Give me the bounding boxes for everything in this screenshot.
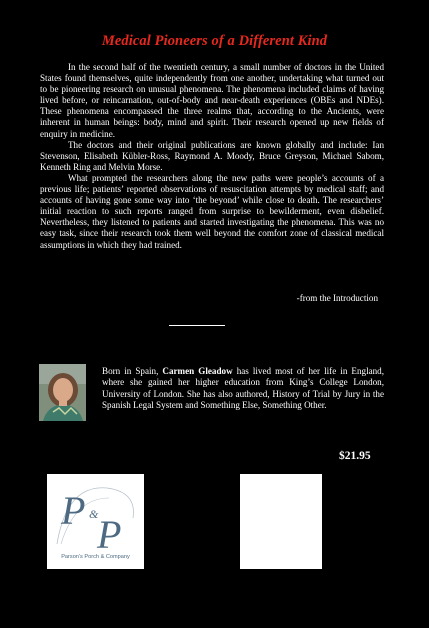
back-cover-blurb bbox=[40, 62, 384, 251]
blurb-paragraph-3: What prompted the researchers along the new paths were people’s accounts of a previous life; patients’ reported observations of resuscitation attempts by medical staff; and accounts of having gone some way into ‘the beyond’ while close to death. The researchers’ initial reaction to such reports ranged from surprise to bewilderment, even disbelief. Nevertheless, they listened to patients and started investigating the phenomena. This was no easy task, since their research took them well beyond the comfort zone of classical medical assumptions in which they had trained. bbox=[40, 172, 384, 250]
barcode-area bbox=[240, 474, 322, 569]
book-title: Medical Pioneers of a Different Kind bbox=[101, 33, 328, 49]
author-bio bbox=[102, 366, 384, 412]
blurb-paragraph-1: In the second half of the twentieth century, a small number of doctors in the United States found themselves, quite independently from one another, undertaking what turned out to be pioneering research on unusual phenomena. The phenomena included claims of having lived before, or reincarnation, out-of-body and near-death experiences (OBEs and NDEs). These phenomena encompassed the three realms that, according to the Ancients, were inherent in human beings: body, mind and spirit. Their research opened up new fields of enquiry in medicine. bbox=[40, 62, 384, 139]
section-divider bbox=[169, 325, 225, 326]
logo-ampersand: & bbox=[89, 507, 99, 521]
logo-letter-right: P bbox=[97, 512, 122, 554]
publisher-name: Parson’s Porch & Company bbox=[61, 554, 130, 560]
author-photo bbox=[39, 364, 86, 421]
author-name: Carmen Gleadow bbox=[162, 366, 233, 376]
blurb-attribution: -from the Introduction bbox=[296, 293, 378, 303]
bio-text: has lived most of her life in England, where she gained her higher education from King’s College London, University of London. She has also authored, History of Trial by Jury in the Spanish Legal System and Something Else, Something Other. bbox=[102, 366, 384, 411]
price-label: $21.95 bbox=[339, 450, 371, 462]
publisher-logo bbox=[47, 474, 144, 569]
blurb-paragraph-2: The doctors and their original publications are known globally and include: Ian Stevenson, Elisabeth Kübler-Ross, Raymond A. Moody, Bruce Greyson, Michael Sabom, Kenneth Ring and Melvin Morse. bbox=[40, 139, 384, 172]
bio-prefix: Born in Spain, bbox=[102, 366, 163, 376]
logo-letter-left: P bbox=[61, 488, 86, 533]
